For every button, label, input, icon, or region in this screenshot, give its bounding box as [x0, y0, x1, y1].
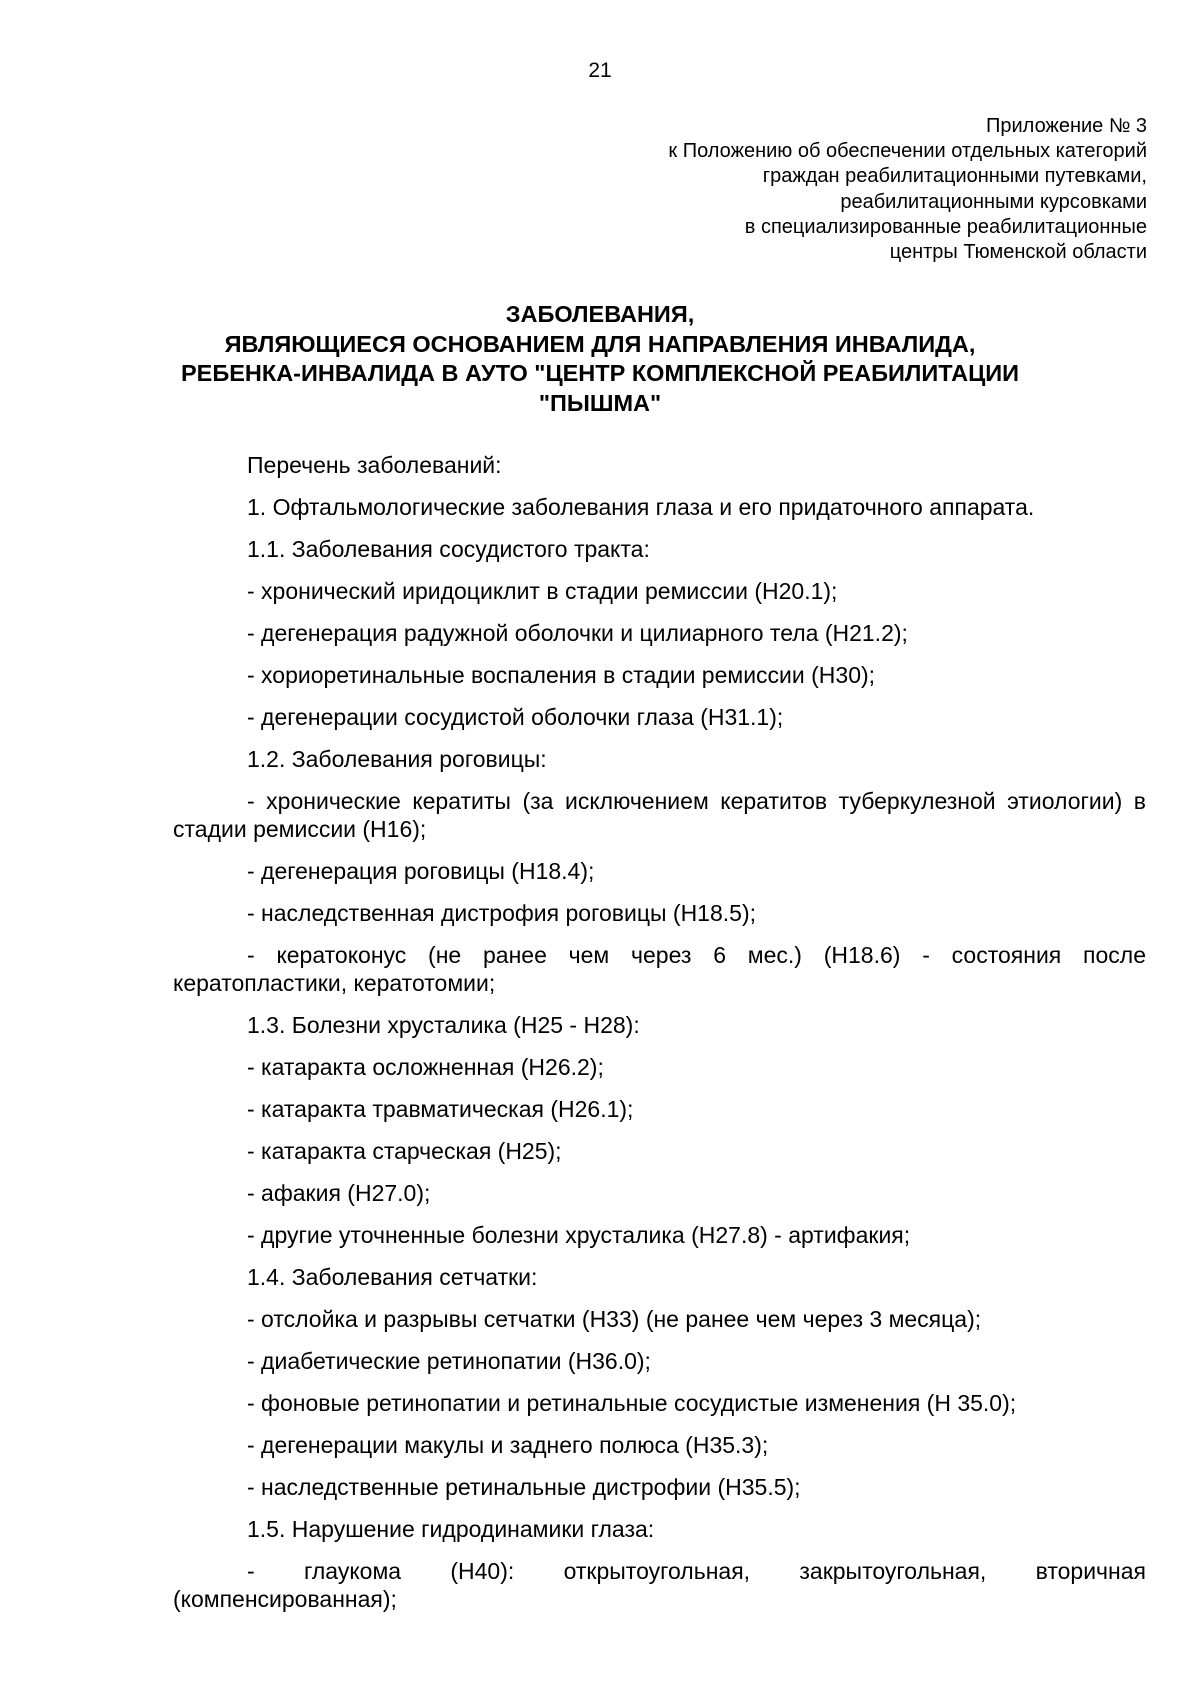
title-line: "ПЫШМА": [538, 389, 662, 416]
list-item: - наследственная дистрофия роговицы (H18.5);: [247, 900, 756, 926]
list-item: - афакия (H27.0);: [247, 1180, 431, 1206]
list-item: - хронические кератиты (за исключением кератитов туберкулезной этиологии) в стадии ремиссии (H16);: [173, 788, 1146, 842]
appendix-line: Приложение № 3: [986, 115, 1147, 137]
document-title: [150, 300, 1050, 418]
list-item: - хронический иридоциклит в стадии ремиссии (H20.1);: [247, 578, 838, 604]
subsection-heading: 1.5. Нарушение гидродинамики глаза:: [247, 1516, 655, 1542]
subsection-heading: 1.4. Заболевания сетчатки:: [247, 1264, 538, 1290]
list-item: - кератоконус (не ранее чем через 6 мес.) (H18.6) - состояния после кератопластики, кератотомии;: [173, 942, 1146, 996]
list-item: - хориоретинальные воспаления в стадии ремиссии (H30);: [247, 662, 876, 688]
list-item: - другие уточненные болезни хрусталика (H27.8) - артифакия;: [247, 1222, 911, 1248]
appendix-line: реабилитационными курсовками: [840, 190, 1147, 213]
appendix-line: центры Тюменской области: [889, 241, 1147, 264]
section-heading: 1. Офтальмологические заболевания глаза и его придаточного аппарата.: [247, 494, 1035, 520]
appendix-line: в специализированные реабилитационные: [744, 215, 1147, 238]
list-intro: Перечень заболеваний:: [247, 452, 502, 478]
title-line: ЯВЛЯЮЩИЕСЯ ОСНОВАНИЕМ ДЛЯ НАПРАВЛЕНИЯ ИНВАЛИДА,: [224, 330, 976, 357]
page-number: 21: [588, 59, 612, 82]
list-item: - фоновые ретинопатии и ретинальные сосудистые изменения (H 35.0);: [247, 1390, 1017, 1416]
appendix-reference: [447, 114, 1147, 265]
list-item: - наследственные ретинальные дистрофии (H35.5);: [247, 1474, 801, 1500]
title-line: РЕБЕНКА-ИНВАЛИДА В АУТО "ЦЕНТР КОМПЛЕКСНОЙ РЕАБИЛИТАЦИИ: [180, 360, 1020, 386]
list-item: - дегенерация роговицы (H18.4);: [247, 858, 595, 884]
list-item: - глаукома (H40): открытоугольная, закрытоугольная, вторичная (компенсированная);: [173, 1558, 1146, 1612]
list-item: - диабетические ретинопатии (H36.0);: [247, 1348, 651, 1374]
list-item: - дегенерации сосудистой оболочки глаза (H31.1);: [247, 704, 784, 730]
subsection-heading: 1.2. Заболевания роговицы:: [247, 746, 547, 772]
list-item: - дегенерация радужной оболочки и цилиарного тела (H21.2);: [247, 620, 908, 646]
appendix-line: граждан реабилитационными путевками,: [762, 165, 1147, 188]
appendix-line: к Положению об обеспечении отдельных категорий: [668, 140, 1147, 163]
subsection-heading: 1.1. Заболевания сосудистого тракта:: [247, 536, 650, 562]
list-item: - катаракта осложненная (H26.2);: [247, 1054, 604, 1080]
list-item: - отслойка и разрывы сетчатки (H33) (не ранее чем через 3 месяца);: [247, 1306, 982, 1332]
title-line: ЗАБОЛЕВАНИЯ,: [505, 301, 695, 327]
list-item: - дегенерации макулы и заднего полюса (H35.3);: [247, 1432, 769, 1458]
document-body: [173, 451, 1146, 1627]
list-item: - катаракта травматическая (H26.1);: [247, 1096, 634, 1122]
subsection-heading: 1.3. Болезни хрусталика (H25 - H28):: [247, 1012, 640, 1038]
list-item: - катаракта старческая (H25);: [247, 1138, 562, 1164]
